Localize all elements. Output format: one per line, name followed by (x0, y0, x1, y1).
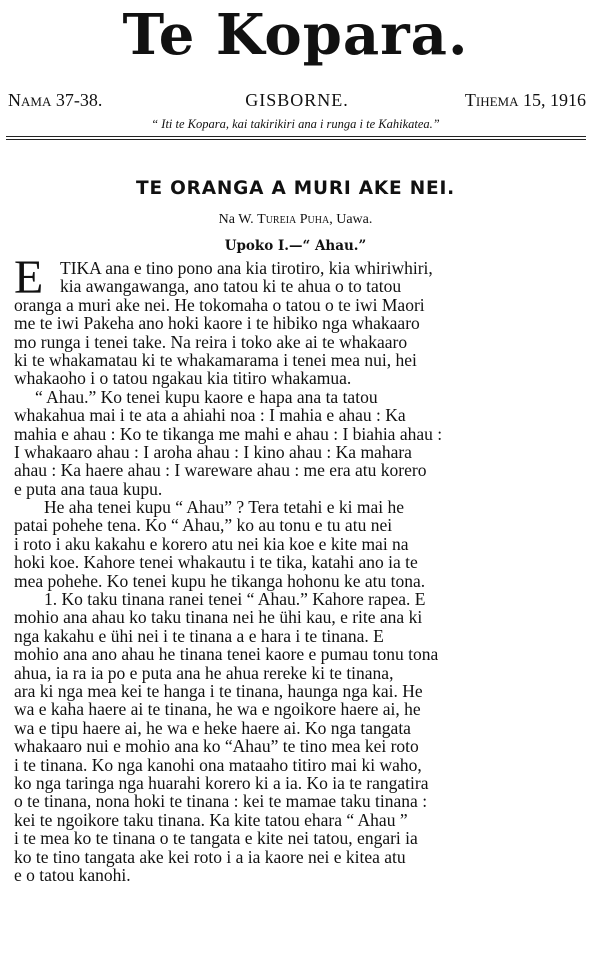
text-line: hoki koe. Kahore tenei whakautu i te tika, katahi ano ia te (14, 552, 418, 573)
text-line: whakaaro nui e mohio ana ko “Ahau” te tino mea kei roto (14, 736, 419, 757)
text-line: ara ki nga mea kei te hanga i te tinana, haunga nga kai. He (14, 680, 423, 701)
text-line: mohio ana ahau ko taku tinana nei he ühi kau, e rite ana ki (14, 607, 423, 628)
byline-prefix: Na W. (218, 212, 254, 227)
text-line: i roto i aku kakahu e korero atu nei kia koe e kite mai na (14, 533, 409, 554)
text-line: mo runga i tenei take. Na reira i toko ake ai te whakaaro (14, 331, 408, 352)
text-line: e puta ana taua kupu. (14, 478, 163, 499)
text-line: oranga a muri ake nei. He tokomaha o tatou o te iwi Maori (14, 294, 425, 315)
text-line: whakaoho i o tatou ngakau kia titiro whakamua. (14, 368, 352, 389)
issue-place: GISBORNE. (245, 90, 349, 110)
issue-date: Tihema 15, 1916 (464, 90, 586, 110)
text-line: e o tatou kanohi. (14, 864, 131, 885)
byline-place: Uawa. (336, 212, 373, 227)
text-line: ahua, ia ra ia po e puta ana he ahua rereke ki te tinana, (14, 662, 394, 683)
byline-author: Tureia Puha, (257, 212, 333, 227)
article-title: TE ORANGA A MURI AKE NEI. (136, 178, 455, 199)
text-line: nga kakahu e ühi nei i te tinana a e hara i te tinana. E (14, 625, 384, 646)
article-byline (0, 212, 591, 228)
text-line: i te tinana. Ko nga kanohi ona mataaho titiro mai ki waho, (14, 754, 422, 775)
text-line: kei te ngoikore taku tinana. Ka kite tatou ehara “ Ahau ” (14, 809, 408, 830)
article-body (14, 251, 586, 885)
text-line: whakahua mai i te ata a ahiahi noa : I mahia e ahau : Ka (14, 405, 406, 426)
text-line: 1. Ko taku tinana ranei tenei “ Ahau.” Kahore rapea. E (44, 589, 426, 610)
text-line: wa e kaha haere ai te tinana, he wa e ngoikore haere ai, he (14, 699, 421, 720)
header-rule (6, 139, 586, 140)
text-line: ko te tino tangata ake kei roto i a ia kaore nei e kitea atu (14, 846, 406, 867)
text-line: He aha tenei kupu “ Ahau” ? Tera tetahi e ki mai he (44, 497, 404, 518)
masthead-title: Te Kopara. (122, 2, 469, 68)
text-line: mohio ana ano ahau he tinana tenei kaore e pumau tonu tona (14, 644, 439, 665)
issue-number: Nama 37-38. (8, 90, 103, 110)
drop-cap: E (14, 251, 44, 304)
text-line: me te iwi Pakeha ano hoki kaore i te hibiko nga whakaaro (14, 313, 420, 334)
issue-info-row (8, 90, 586, 116)
text-line: mahia e ahau : Ko te tikanga me mahi e ahau : I biahia ahau : (14, 423, 443, 444)
text-line: kia awangawanga, ano tatou ki te ahua o to tatou (60, 276, 402, 297)
header-rule (6, 136, 586, 137)
text-line: “ Ahau.” Ko tenei kupu kaore e hapa ana ta tatou (35, 386, 378, 407)
text-line: i te mea ko te tinana o te tangata e kite nei tatou, engari ia (14, 828, 418, 849)
text-line: mea pohehe. Ko tenei kupu he tikanga hohonu ke atu tona. (14, 570, 426, 591)
text-line: patai pohehe tena. Ko “ Ahau,” ko au tonu e tu atu nei (14, 515, 393, 536)
text-line: o te tinana, nona hoki te tinana : kei te mamae taku tinana : (14, 791, 428, 812)
text-line: ahau : Ka haere ahau : I wareware ahau : me era atu korero (14, 460, 427, 481)
text-line: ki te whakamatau ki te whakamarama i tenei mea nui, hei (14, 349, 417, 370)
text-line: ko nga taringa nga huarahi korero ki a ia. Ko ia te rangatira (14, 772, 429, 793)
motto: “ Iti te Kopara, kai takirikiri ana i runga i te Kahikatea.” (151, 117, 440, 131)
text-line: TIKA ana e tino pono ana kia tirotiro, kia whiriwhiri, (60, 258, 433, 278)
chapter-heading: Upoko I.—“ Ahau.” (224, 238, 367, 254)
text-line: wa e tipu haere ai, he wa e heke haere ai. Ko nga tangata (14, 717, 411, 738)
text-line: I whakaaro ahau : I aroha ahau : I kino ahau : Ka mahara (14, 441, 412, 462)
